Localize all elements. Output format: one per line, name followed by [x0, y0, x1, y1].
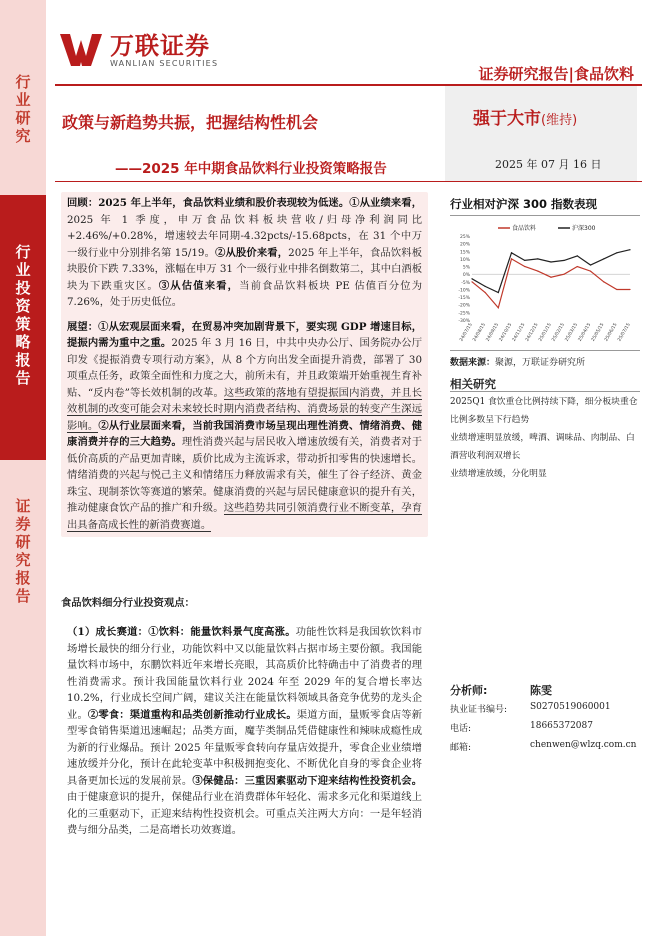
analyst-block — [450, 682, 640, 759]
review-lead-b: ②从股价来看， — [215, 246, 289, 259]
sidebar-char: 告 — [15, 587, 31, 605]
data-point — [629, 249, 630, 250]
x-tick-label: 25/02/15 — [551, 322, 566, 343]
x-tick-label: 24/09/15 — [485, 322, 501, 343]
data-point — [577, 266, 578, 267]
y-tick-label: -5% — [461, 280, 470, 286]
company-logo — [58, 30, 218, 70]
email-value[interactable]: chenwen@wlzq.com.cn — [530, 740, 637, 750]
data-point — [577, 255, 578, 256]
data-point — [590, 264, 591, 265]
y-tick-label: 20% — [459, 242, 470, 248]
series-line-hs300 — [472, 250, 630, 293]
legend-label: 沪深300 — [572, 225, 596, 232]
review-text-c: 当前食品饮料板块 PE 估值百分位为 7.26%，处于历史低位。 — [67, 279, 422, 308]
x-tick-label: 24/11/15 — [511, 322, 527, 343]
y-tick-label: -25% — [458, 311, 470, 317]
data-point — [511, 252, 512, 253]
outlook-text-a: 2025 年 3 月 16 日，中共中央办公厅、国务院办公厅印发《提振消费专项行动方案》，从 8 个方向出发全面提升消费，部署了 30 项重点任务，政策全面性和力度之大，前所未有，并且政策端开始重视生育补贴、“反内卷”等长效机制的改革。 — [67, 337, 423, 399]
sidebar-char: 证 — [15, 497, 31, 515]
sidebar-char: 研 — [15, 533, 31, 551]
data-source-value: 聚源，万联证券研究所 — [495, 358, 586, 368]
analyst-label: 分析师: — [450, 684, 488, 697]
phone-row — [450, 721, 640, 740]
chart-title-divider — [450, 215, 640, 216]
data-point — [471, 278, 472, 279]
subsector-lead-b: ②零食：渠道重构和品类创新推动行业成长。 — [87, 708, 297, 721]
report-date: 2025 年 07 月 16 日 — [495, 158, 602, 171]
data-point — [537, 271, 538, 272]
review-text-a: 2025 年 1 季度，申万食品饮料板块营收/归母净利润同比+2.46%/+0.28%，增速较去年同期-4.32pcts/-15.68pcts，在 31 个中万一级行业中分别排名第 15/19。 — [67, 213, 422, 259]
y-tick-label: 15% — [459, 250, 470, 256]
logo-english-name: WANLIAN SECURITIES — [110, 58, 219, 68]
cert-label: 执业证书编号: — [450, 705, 508, 715]
related-item[interactable]: 业绩增速放缓，分化明显 — [450, 469, 547, 479]
y-tick-label: -20% — [458, 303, 470, 309]
x-tick-label: 24/10/15 — [498, 322, 514, 343]
related-item[interactable]: 2025Q1 食饮重仓比例持续下降，细分板块重仓比例多数呈下行趋势 — [450, 397, 638, 425]
data-point — [485, 286, 486, 287]
review-lead-c: ③从估值来看， — [158, 279, 240, 292]
x-tick-label: 25/05/15 — [590, 322, 606, 343]
data-source-label: 数据来源： — [450, 358, 496, 368]
data-point — [616, 252, 617, 253]
sidebar-segment-industry-research — [0, 0, 46, 195]
data-point — [616, 289, 617, 290]
legend-label: 食品饮料 — [512, 225, 537, 232]
rating-status: (维持) — [541, 113, 578, 128]
sidebar-segment-securities-report — [0, 460, 46, 936]
review-text-b: 2025 年上半年，食品饮料板块股价下跌 7.33%，涨幅在申万 31 个一级行业中排名倒数第二，其中白酒板块为下跌重灾区。 — [67, 246, 423, 292]
phone-label: 电话: — [450, 724, 472, 734]
report-subtitle: ——2025 年中期食品饮料行业投资策略报告 — [115, 161, 387, 177]
data-point — [498, 307, 499, 308]
data-point — [498, 292, 499, 293]
cert-value: S0270519060001 — [530, 702, 611, 712]
sidebar-char: 策 — [15, 315, 31, 333]
relative-performance-chart — [450, 222, 640, 350]
y-tick-label: 25% — [459, 235, 470, 240]
sidebar — [0, 0, 46, 936]
sidebar-char: 业 — [15, 91, 31, 109]
cert-row — [450, 702, 640, 721]
outlook-text-b: 理性消费兴起与居民收入增速放缓有关，消费者对于低价高质的产品更加青睐，质价比成为主流诉求，带动折扣零售的快速增长。情绪消费的兴起与悦己主义和情绪压力释放需求有关，催生了谷子经济、黄金珠宝、现制茶饮等赛道的繁荣。健康消费的兴起与居民健康意识的提升有关，推动健康食饮产品的推广和升级。 — [67, 436, 423, 514]
rating-label — [473, 104, 577, 129]
x-tick-label: 25/06/15 — [604, 322, 619, 343]
chart-bottom-divider — [450, 350, 640, 351]
related-divider — [450, 391, 640, 392]
title-divider — [55, 181, 642, 182]
sidebar-segment-strategy-report — [0, 195, 46, 460]
x-tick-label: 25/07/15 — [617, 322, 632, 343]
data-point — [471, 281, 472, 282]
subsector-lead: （1）成长赛道：①饮料：能量饮料景气度高涨。 — [67, 626, 296, 638]
subsector-text-b: 渠道方面，量贩零食店等新型零食销售渠道迅速崛起；品类方面，魔芋类制品凭借健康性和辣味成瘾性成为新的行业爆品。预计 2025 年量贩零食转向存量店效提升，零食企业业绩增速放缓并分化，预计在此轮变革中积极拥抱变化、不断优化自身的零食企业将具备更加长远的发展前景。 — [67, 708, 423, 787]
related-research-list — [450, 393, 640, 483]
y-tick-label: 5% — [462, 265, 470, 271]
x-tick-label: 25/01/15 — [538, 322, 553, 343]
sidebar-char: 业 — [15, 261, 31, 279]
related-item[interactable]: 业绩增速明显放缓，啤酒、调味品、肉制品、白酒营收利润双增长 — [450, 433, 635, 461]
y-tick-label: -30% — [458, 319, 470, 324]
data-point — [537, 258, 538, 259]
data-point — [603, 258, 604, 259]
y-tick-label: 10% — [459, 257, 470, 263]
data-point — [564, 274, 565, 275]
data-point — [603, 281, 604, 282]
data-point — [550, 277, 551, 278]
sidebar-char: 告 — [15, 369, 31, 387]
section-heading: 食品饮料细分行业投资观点： — [61, 597, 195, 609]
x-tick-label: 24/08/15 — [472, 322, 487, 343]
summary-box — [61, 192, 428, 537]
data-source — [450, 355, 585, 368]
review-paragraph — [61, 192, 428, 311]
outlook-paragraph — [61, 311, 428, 538]
rating-value: 强于大市 — [473, 109, 541, 129]
logo-mark-icon — [58, 30, 104, 70]
y-tick-label: -15% — [458, 296, 470, 302]
sidebar-char: 资 — [15, 297, 31, 315]
subsector-lead-c: ③保健品：三重因素驱动下迎来结构性投资机会。 — [192, 774, 423, 787]
outlook-underlined-b: 这些趋势共同引领消费行业不断变革，孕育出具备高成长性的新消费赛道。 — [67, 502, 423, 531]
x-tick-label: 25/03/15 — [564, 322, 580, 343]
sidebar-char: 报 — [15, 351, 31, 369]
email-row — [450, 740, 640, 759]
outlook-lead-b: ②从行业层面来看，当前我国消费市场呈现出理性消费、情绪消费、健康消费并存的三大趋势。 — [67, 419, 423, 448]
data-point — [629, 289, 630, 290]
sidebar-char: 略 — [15, 333, 31, 351]
analyst-name: 陈雯 — [530, 684, 552, 697]
subsector-text-c: 由于健康意识的提升，保健品行业在消费群体年轻化、需求多元化和渠道线上化的三重驱动下，正迎来结构性投资机会。可重点关注两大方向：一是年轻消费与细分品类，二是高增长功效赛道。 — [67, 791, 422, 836]
outlook-underlined-a: 这些政策的落地有望提振国内消费，并且长效机制的改变可能会对未来较长时期内消费者结构、消费场景的转变产生深远影响。 — [67, 386, 423, 432]
sidebar-char: 究 — [15, 551, 31, 569]
subsector-paragraph — [61, 624, 428, 839]
sidebar-char: 行 — [15, 243, 31, 261]
sidebar-char: 投 — [15, 279, 31, 297]
data-point — [524, 266, 525, 267]
x-tick-label: 25/04/15 — [577, 322, 593, 343]
email-label: 邮箱: — [450, 743, 472, 753]
x-tick-label: 24/07/15 — [459, 322, 474, 343]
report-type: 证券研究报告|食品饮料 — [478, 65, 634, 83]
data-point — [485, 292, 486, 293]
y-tick-label: 0% — [462, 273, 470, 279]
logo-chinese-name: 万联证券 — [110, 31, 210, 60]
phone-value: 18665372087 — [530, 721, 593, 731]
rating-box — [445, 86, 637, 182]
chart-title: 行业相对沪深 300 指数表现 — [450, 197, 598, 211]
y-tick-label: -10% — [458, 288, 470, 294]
data-point — [564, 260, 565, 261]
sidebar-char: 券 — [15, 515, 31, 533]
outlook-lead: 展望：①从宏观层面来看，在贸易冲突加剧背景下，要实现 GDP 增速目标，提振内需为重中之重。 — [67, 320, 422, 349]
sidebar-char: 行 — [15, 73, 31, 91]
subsector-text-a: 功能性饮料是我国软饮料市场增长最快的细分行业，功能饮料中又以能量饮料占据市场主要份额。我国能量饮料市场中，东鹏饮料近年来增长亮眼，其高质价比特确击中了消费者的理性消费需求。预计我国能量饮料行业 2024 年至 2029 年的复合增长率达 10.2%，行业成长空间广阔，建议关注在能量饮料领域具备竞争优势的龙头企业。 — [67, 626, 423, 721]
sidebar-char: 报 — [15, 569, 31, 587]
data-point — [590, 271, 591, 272]
data-point — [511, 258, 512, 259]
sidebar-char: 究 — [15, 127, 31, 145]
data-point — [524, 260, 525, 261]
series-line-food-beverage — [472, 259, 630, 308]
data-point — [550, 261, 551, 262]
review-lead: 回顾：2025 年上半年，食品饮料业绩和股价表现较为低迷。①从业绩来看， — [67, 197, 422, 209]
related-research-title: 相关研究 — [450, 377, 496, 391]
report-title: 政策与新趋势共振，把握结构性机会 — [62, 113, 319, 132]
sidebar-char: 研 — [15, 109, 31, 127]
x-tick-label: 24/12/15 — [525, 322, 540, 343]
analyst-row — [450, 682, 640, 702]
